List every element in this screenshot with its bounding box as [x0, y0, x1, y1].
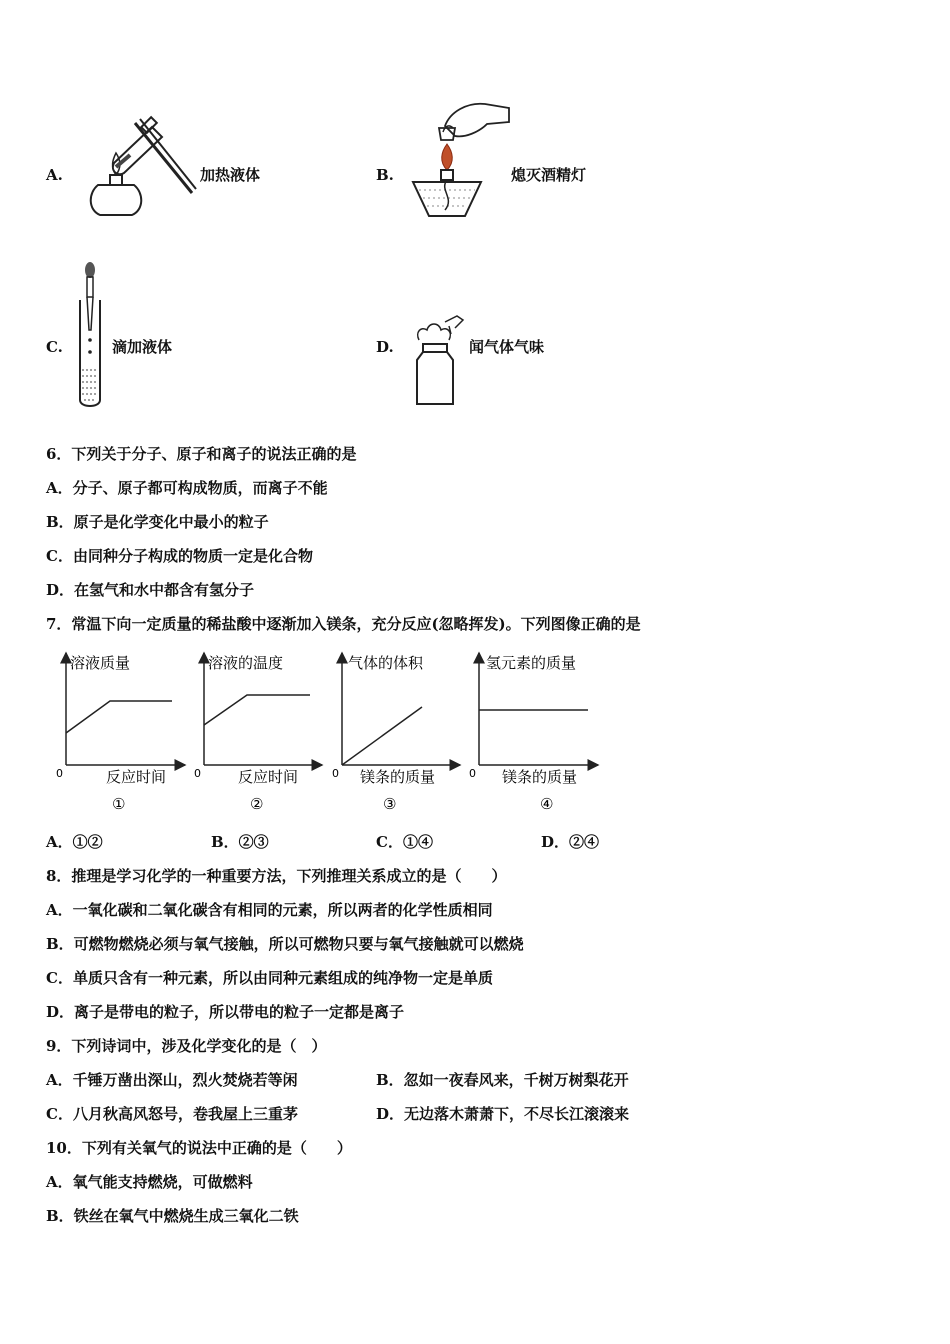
graph-4-origin: 0 [469, 767, 476, 780]
graph-2-origin: 0 [194, 767, 201, 780]
q8-option-a: A．一氧化碳和二氧化碳含有相同的元素，所以两者的化学性质相同 [46, 901, 493, 919]
q5-option-b-letter: B. [376, 166, 394, 184]
graph-4-number: ④ [540, 795, 554, 813]
q7-graphs [50, 645, 610, 820]
q6-option-d: D．在氢气和水中都含有氢分子 [46, 581, 255, 599]
q6-option-a: A．分子、原子都可构成物质，而离子不能 [46, 479, 328, 497]
graph-2-ylabel: 溶液的温度 [208, 654, 284, 672]
q5-option-b-text: 熄灭酒精灯 [511, 166, 587, 184]
q8-stem: 8．推理是学习化学的一种重要方法，下列推理关系成立的是（ ） [46, 867, 507, 885]
q7-option-b: B．②③ [211, 833, 269, 851]
q9-option-b: B．忽如一夜春风来，千树万树梨花开 [376, 1071, 629, 1089]
extinguish-lamp-illustration [405, 98, 515, 223]
graph-1-ylabel: 溶液质量 [70, 654, 131, 672]
q7-stem: 7．常温下向一定质量的稀盐酸中逐渐加入镁条，充分反应(忽略挥发)。下列图像正确的是 [46, 615, 641, 633]
q6-option-c: C．由同种分子构成的物质一定是化合物 [46, 547, 313, 565]
graph-4-xlabel: 镁条的质量 [502, 768, 578, 786]
q5-option-c-text: 滴加液体 [112, 338, 173, 356]
graph-3-ylabel: 气体的体积 [348, 654, 424, 672]
graph-1-origin: 0 [56, 767, 63, 780]
graph-3-origin: 0 [332, 767, 339, 780]
graph-3-number: ③ [383, 795, 397, 813]
q6-option-b: B．原子是化学变化中最小的粒子 [46, 513, 269, 531]
q10-stem: 10．下列有关氧气的说法中正确的是（ ） [46, 1139, 352, 1157]
graph-4-ylabel: 氢元素的质量 [486, 654, 577, 672]
q5-option-d-letter: D. [376, 338, 394, 356]
graph-2-number: ② [250, 795, 264, 813]
q7-option-a: A．①② [46, 833, 103, 851]
graph-1-curve [66, 701, 172, 733]
q8-option-d: D．离子是带电的粒子，所以带电的粒子一定都是离子 [46, 1003, 405, 1021]
q9-option-a: A．千锤万凿出深山，烈火焚烧若等闲 [46, 1071, 298, 1089]
q9-option-d: D．无边落木萧萧下，不尽长江滚滚来 [376, 1105, 630, 1123]
q5-option-d-text: 闻气体气味 [469, 338, 545, 356]
graph-4 [469, 653, 598, 813]
q7-option-d: D．②④ [541, 833, 600, 851]
smelling-gas-illustration [405, 308, 470, 408]
graph-2-xlabel: 反应时间 [238, 768, 299, 786]
q9-stem: 9．下列诗词中，涉及化学变化的是（ ） [46, 1037, 327, 1055]
q5-option-a-letter: A. [46, 166, 63, 184]
graph-3 [332, 653, 460, 813]
q8-option-c: C．单质只含有一种元素，所以由同种元素组成的纯净物一定是单质 [46, 969, 493, 987]
q9-option-c: C．八月秋高风怒号，卷我屋上三重茅 [46, 1105, 298, 1123]
graph-3-curve [342, 707, 422, 765]
q6-stem: 6．下列关于分子、原子和离子的说法正确的是 [46, 445, 357, 463]
graph-1-xlabel: 反应时间 [106, 768, 167, 786]
heating-liquid-illustration [80, 115, 200, 220]
q8-option-b: B．可燃物燃烧必须与氧气接触，所以可燃物只要与氧气接触就可以燃烧 [46, 935, 524, 953]
q10-option-a: A．氧气能支持燃烧，可做燃料 [46, 1173, 253, 1191]
q5-option-c-letter: C. [46, 338, 63, 356]
graph-2 [194, 653, 322, 813]
q7-option-c: C．①④ [376, 833, 433, 851]
q10-option-b: B．铁丝在氧气中燃烧生成三氧化二铁 [46, 1207, 299, 1225]
graph-1-number: ① [112, 795, 126, 813]
graph-3-xlabel: 镁条的质量 [360, 768, 436, 786]
graph-1 [56, 653, 185, 813]
graph-2-curve [204, 695, 310, 725]
q5-option-a-text: 加热液体 [200, 166, 261, 184]
dropping-liquid-illustration [74, 260, 108, 410]
